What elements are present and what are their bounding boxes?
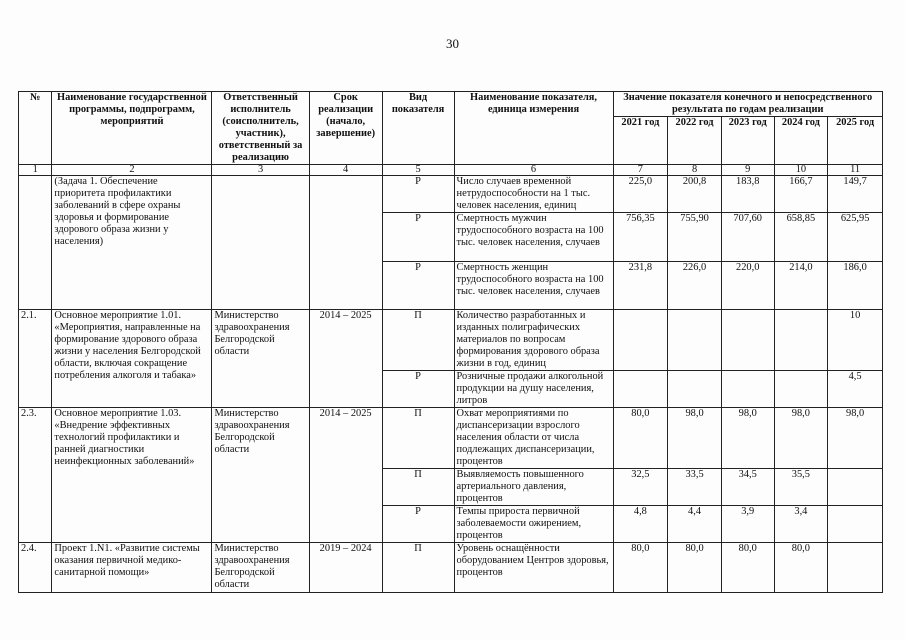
row-value: 756,35 (613, 213, 668, 262)
row-value: 4,8 (613, 506, 668, 543)
header-no: № (19, 92, 52, 165)
row-value: 32,5 (613, 469, 668, 506)
row-value: 4,4 (668, 506, 722, 543)
row-indicator: Темпы прироста первичной заболеваемости ожирением, процентов (454, 506, 613, 543)
row-value (828, 469, 883, 506)
row-indicator: Смертность женщин трудоспособного возраста на 100 тыс. человек населения, случаев (454, 262, 613, 310)
row-no: 2.1. (19, 310, 52, 408)
row-indicator: Уровень оснащённости оборудованием Центров здоровья, процентов (454, 543, 613, 593)
row-value: 98,0 (828, 408, 883, 469)
row-value (721, 310, 774, 371)
row-kind: П (382, 408, 454, 469)
column-number: 6 (454, 165, 613, 176)
row-value: 80,0 (774, 543, 828, 593)
row-no: 2.3. (19, 408, 52, 543)
row-kind: Р (382, 176, 454, 213)
row-value: 149,7 (828, 176, 883, 213)
row-value: 4,5 (828, 371, 883, 408)
column-number: 7 (613, 165, 668, 176)
row-value: 220,0 (721, 262, 774, 310)
row-value: 80,0 (613, 543, 668, 593)
program-table (18, 91, 883, 593)
column-number: 10 (774, 165, 828, 176)
header-year: 2021 год (613, 117, 668, 165)
row-value: 166,7 (774, 176, 828, 213)
row-kind: Р (382, 262, 454, 310)
row-indicator: Число случаев временной нетрудоспособности на 1 тыс. человек населения, единиц (454, 176, 613, 213)
column-number: 11 (828, 165, 883, 176)
row-value: 231,8 (613, 262, 668, 310)
row-indicator: Розничные продажи алкогольной продукции на душу населения, литров (454, 371, 613, 408)
column-number: 9 (721, 165, 774, 176)
row-value: 226,0 (668, 262, 722, 310)
header-year: 2023 год (721, 117, 774, 165)
row-value: 658,85 (774, 213, 828, 262)
row-name: Основное мероприятие 1.03. «Внедрение эффективных технологий профилактики и ранней диагностики неинфекционных заболеваний» (52, 408, 212, 543)
page-number: 30 (446, 36, 459, 51)
column-number: 8 (668, 165, 722, 176)
row-value: 80,0 (668, 543, 722, 593)
row-executor: Министерство здравоохранения Белгородской области (212, 310, 309, 408)
row-value: 98,0 (721, 408, 774, 469)
row-term (309, 176, 382, 310)
row-value: 200,8 (668, 176, 722, 213)
row-value (721, 371, 774, 408)
row-value: 707,60 (721, 213, 774, 262)
row-value (668, 371, 722, 408)
row-name: (Задача 1. Обеспечение приоритета профилактики заболеваний в сфере охраны здоровья и формирование здорового образа жизни у населения) (52, 176, 212, 310)
row-value: 80,0 (613, 408, 668, 469)
row-value: 35,5 (774, 469, 828, 506)
row-term: 2014 – 2025 (309, 408, 382, 543)
row-indicator: Количество разработанных и изданных полиграфических материалов по вопросам формирования здорового образа жизни в год, единиц (454, 310, 613, 371)
row-value (828, 506, 883, 543)
table-row (19, 408, 883, 469)
row-value: 98,0 (774, 408, 828, 469)
header-name: Наименование государственной программы, подпрограмм, мероприятий (52, 92, 212, 165)
row-kind: Р (382, 371, 454, 408)
header-year: 2024 год (774, 117, 828, 165)
header-year: 2022 год (668, 117, 722, 165)
row-value (774, 371, 828, 408)
table-row (19, 176, 883, 213)
row-term: 2014 – 2025 (309, 310, 382, 408)
row-kind: П (382, 543, 454, 593)
row-indicator: Выявляемость повышенного артериального давления, процентов (454, 469, 613, 506)
row-indicator: Смертность мужчин трудоспособного возраста на 100 тыс. человек населения, случаев (454, 213, 613, 262)
row-value: 33,5 (668, 469, 722, 506)
row-value: 3,4 (774, 506, 828, 543)
row-no (19, 176, 52, 310)
row-value (613, 371, 668, 408)
row-value: 34,5 (721, 469, 774, 506)
row-value (613, 310, 668, 371)
column-number: 3 (212, 165, 309, 176)
row-kind: П (382, 310, 454, 371)
row-indicator: Охват мероприятиями по диспансеризации взрослого населения области от числа подлежащих диспансеризации, процентов (454, 408, 613, 469)
row-no: 2.4. (19, 543, 52, 593)
row-kind: Р (382, 506, 454, 543)
header-indicator: Наименование показателя, единица измерения (454, 92, 613, 165)
header-executor: Ответственный исполнитель (соисполнитель, участник), ответственный за реализацию (212, 92, 309, 165)
row-value (668, 310, 722, 371)
row-value: 186,0 (828, 262, 883, 310)
row-name: Основное мероприятие 1.01. «Мероприятия, направленные на формирование здорового образа жизни у населения Белгородской области, включая сокращение потребления алкоголя и табака» (52, 310, 212, 408)
header-year: 2025 год (828, 117, 883, 165)
row-value: 3,9 (721, 506, 774, 543)
header-kind: Вид показателя (382, 92, 454, 165)
table-row (19, 543, 883, 593)
row-executor (212, 176, 309, 310)
row-executor: Министерство здравоохранения Белгородской области (212, 408, 309, 543)
row-value: 625,95 (828, 213, 883, 262)
row-kind: Р (382, 213, 454, 262)
row-term: 2019 – 2024 (309, 543, 382, 593)
table-row (19, 310, 883, 371)
row-kind: П (382, 469, 454, 506)
row-value: 214,0 (774, 262, 828, 310)
row-value (828, 543, 883, 593)
column-number: 2 (52, 165, 212, 176)
row-value: 10 (828, 310, 883, 371)
row-value (774, 310, 828, 371)
column-number: 4 (309, 165, 382, 176)
column-number: 5 (382, 165, 454, 176)
row-value: 98,0 (668, 408, 722, 469)
row-executor: Министерство здравоохранения Белгородской области (212, 543, 309, 593)
header-term: Срок реализации (начало, завершение) (309, 92, 382, 165)
row-value: 183,8 (721, 176, 774, 213)
row-name: Проект 1.N1. «Развитие системы оказания первичной медико-санитарной помощи» (52, 543, 212, 593)
column-number: 1 (19, 165, 52, 176)
header-values: Значение показателя конечного и непосредственного результата по годам реализации (613, 92, 882, 117)
row-value: 80,0 (721, 543, 774, 593)
row-value: 755,90 (668, 213, 722, 262)
row-value: 225,0 (613, 176, 668, 213)
